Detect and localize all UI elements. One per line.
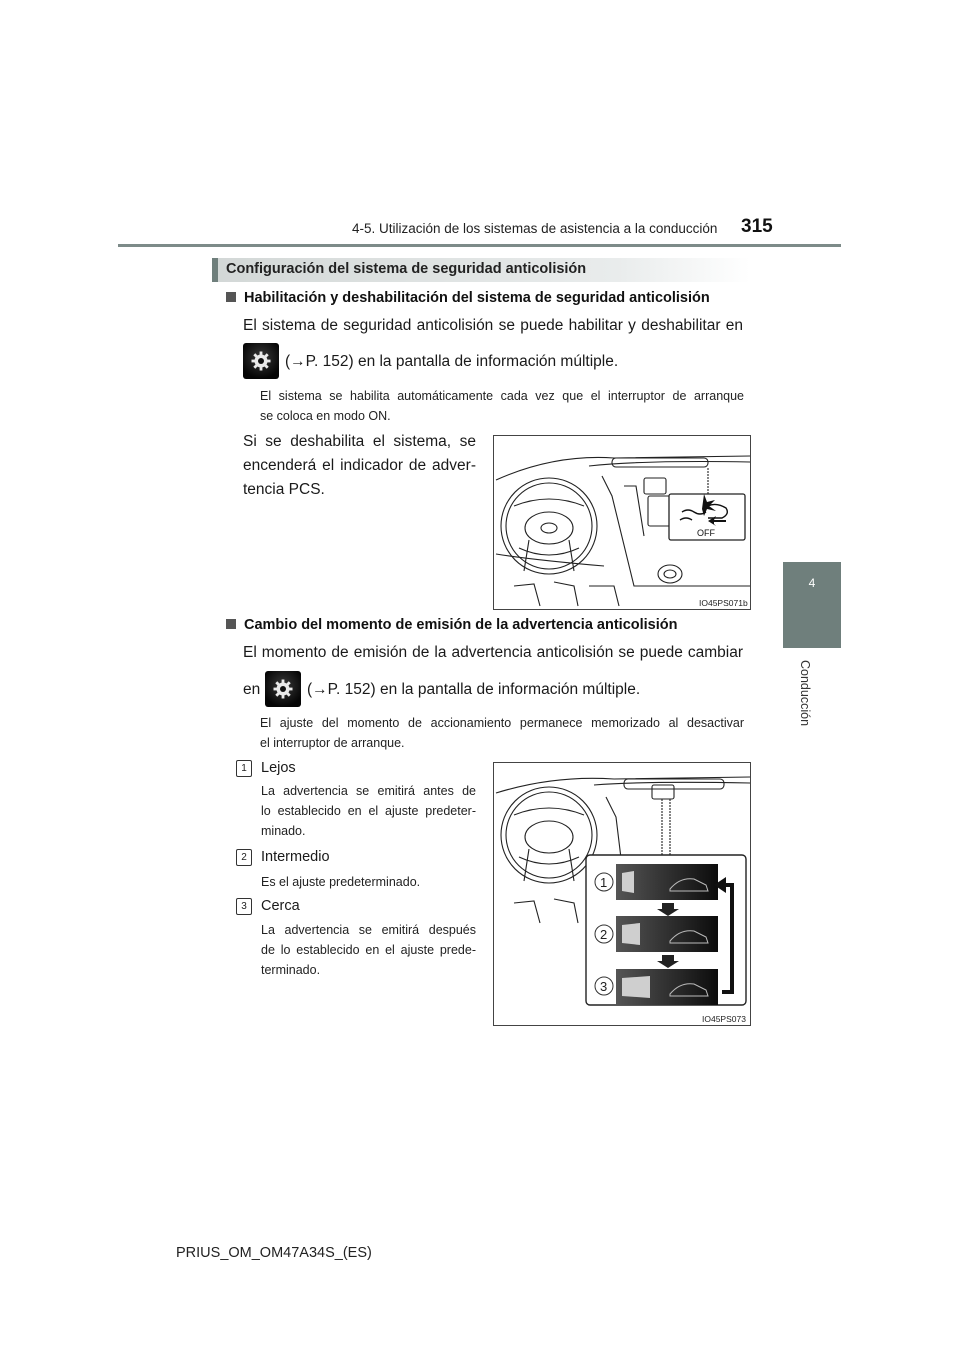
figure-number-label: 1 [600,875,608,890]
item-label-far: Lejos [261,760,296,776]
square-bullet-icon [226,619,236,629]
item-label-near: Cerca [261,898,300,914]
item-number-box: 3 [236,898,252,915]
chapter-tab [783,562,841,648]
item-desc-line: La advertencia se emitirá después [261,923,476,937]
body-line-prefix: en [243,681,261,698]
settings-gear-icon [243,343,279,379]
desc-line: encenderá el indicador de adver- [243,457,476,474]
body-line: El sistema de seguridad anticolisión se puede habilitar y deshabilitar en [243,317,743,334]
dashboard-line-drawing [494,763,750,1025]
body-line: El momento de emisión de la advertencia anticolisión se puede cambiar [243,644,743,661]
subheading-text: Cambio del momento de emisión de la advertencia anticolisión [244,617,678,633]
subheading-enable-disable [226,290,710,306]
pcs-off-indicator-text: OFF [697,528,715,538]
figure-number-label: 3 [600,979,608,994]
item-desc-line: Es el ajuste predeterminado. [261,875,421,889]
square-bullet-icon [226,292,236,302]
document-code-footer: PRIUS_OM_OM47A34S_(ES) [176,1245,372,1261]
dashboard-illustration-timing-settings [493,762,751,1026]
page-number: 315 [741,216,773,237]
settings-gear-icon [265,671,301,707]
chapter-label: Conducción [798,660,812,727]
body-line: (→P. 152) en la pantalla de información múltiple. [285,353,619,370]
item-desc-line: La advertencia se emitirá antes de [261,784,476,798]
dashboard-illustration-pcs-off [493,435,751,610]
item-desc-line: lo establecido en el ajuste predeter- [261,804,476,818]
dashboard-line-drawing [494,436,750,609]
header-rule [118,244,841,247]
running-header: 4-5. Utilización de los sistemas de asistencia a la conducción [352,221,718,236]
note-line: el interruptor de arranque. [260,736,405,750]
item-label-intermediate: Intermedio [261,849,330,865]
body-line: (→P. 152) en la pantalla de información múltiple. [307,681,641,698]
figure-code: IO45PS073 [702,1014,746,1024]
chapter-number: 4 [808,576,816,590]
item-number-box: 1 [236,760,252,777]
figure-number-label: 2 [600,927,608,942]
note-line: El ajuste del momento de accionamiento permanece memorizado al desactivar [260,716,744,730]
note-line: se coloca en modo ON. [260,409,391,423]
subheading-warning-timing [226,617,678,633]
item-desc-line: de lo establecido en el ajuste prede- [261,943,476,957]
section-title: Configuración del sistema de seguridad anticolisión [226,261,587,277]
item-desc-line: minado. [261,824,306,838]
figure-code: IO45PS071b [699,598,748,608]
desc-line: tencia PCS. [243,481,325,498]
note-line: El sistema se habilita automáticamente cada vez que el interruptor de arranque [260,389,744,403]
desc-line: Si se deshabilita el sistema, se [243,433,476,450]
item-desc-line: terminado. [261,963,321,977]
item-number-box: 2 [236,849,252,866]
subheading-text: Habilitación y deshabilitación del sistema de seguridad anticolisión [244,290,710,306]
